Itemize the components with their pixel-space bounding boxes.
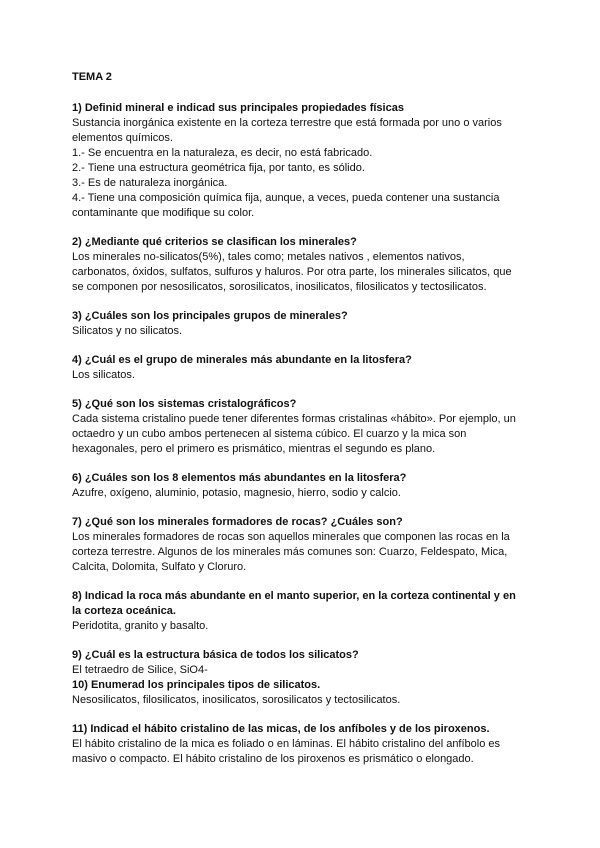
answer-2-line-2: carbonatos, óxidos, sulfatos, sulfuros y haluros. Por otra parte, los minerales silicatos, que xyxy=(72,266,512,278)
section-8 xyxy=(72,589,532,634)
section-6 xyxy=(72,471,532,501)
question-8: 8) Indicad la roca más abundante en el manto superior, en la corteza continental y en xyxy=(72,590,516,602)
question-1: 1) Definid mineral e indicad sus principales propiedades físicas xyxy=(72,102,404,114)
answer-7-line-3: Calcita, Dolomita, Sulfato y Cloruro. xyxy=(72,561,247,573)
question-6: 6) ¿Cuáles son los 8 elementos más abundantes en la litosfera? xyxy=(72,472,407,484)
question-5: 5) ¿Qué son los sistemas cristalográficos? xyxy=(72,398,297,410)
answer-5-line-3: hexagonales, pero el primero es prismático, mientras el segundo es plano. xyxy=(72,443,436,455)
answer-11-line-2: masivo o compacto. El hábito cristalino de los piroxenos es prismático o elongado. xyxy=(72,753,474,765)
answer-1-line-4: 2.- Tiene una estructura geométrica fija, por tanto, es sólido. xyxy=(72,162,365,174)
answer-1-line-1: Sustancia inorgánica existente en la corteza terrestre que está formada por uno o varios xyxy=(72,117,502,129)
question-11: 11) Indicad el hábito cristalino de las micas, de los anfíboles y de los piroxenos. xyxy=(72,723,490,735)
answer-1-line-7: contaminante que modifique su color. xyxy=(72,207,255,219)
section-1 xyxy=(72,101,532,221)
answer-1-line-6: 4.- Tiene una composición química fija, aunque, a veces, pueda contener una sustancia xyxy=(72,192,500,204)
answer-2-line-1: Los minerales no-silicatos(5%), tales como; metales nativos , elementos nativos, xyxy=(72,251,465,263)
answer-1-line-5: 3.- Es de naturaleza inorgánica. xyxy=(72,177,228,189)
answer-1-line-2: elementos químicos. xyxy=(72,132,173,144)
question-2: 2) ¿Mediante qué criterios se clasifican los minerales? xyxy=(72,236,357,248)
question-3: 3) ¿Cuáles son los principales grupos de minerales? xyxy=(72,310,348,322)
answer-3-line-1: Silicatos y no silicatos. xyxy=(72,325,183,337)
answer-7-line-1: Los minerales formadores de rocas son aquellos minerales que componen las rocas en la xyxy=(72,531,510,543)
answer-9-line-1: El tetraedro de Silice, SiO4- xyxy=(72,664,208,676)
answer-1-line-3: 1.- Se encuentra en la naturaleza, es decir, no está fabricado. xyxy=(72,147,373,159)
answer-4-line-1: Los silicatos. xyxy=(72,369,135,381)
question-7: 7) ¿Qué son los minerales formadores de rocas? ¿Cuáles son? xyxy=(72,516,403,528)
section-10 xyxy=(72,678,532,708)
section-4 xyxy=(72,353,532,383)
answer-7-line-2: corteza terrestre. Algunos de los minerales más comunes son: Cuarzo, Feldespato, Mica, xyxy=(72,546,508,558)
answer-6-line-1: Azufre, oxígeno, aluminio, potasio, magnesio, hierro, sodio y calcio. xyxy=(72,487,401,499)
answer-2-line-3: se componen por nesosilicatos, sorosilicatos, inosilicatos, filosilicatos y tectosilicatos. xyxy=(72,281,487,293)
question-8-continued: la corteza oceánica. xyxy=(72,605,176,617)
section-11 xyxy=(72,722,532,767)
answer-8-line-1: Peridotita, granito y basalto. xyxy=(72,620,209,632)
section-3 xyxy=(72,309,532,339)
document-title: TEMA 2 xyxy=(72,71,112,83)
answer-11-line-1: El hábito cristalino de la mica es foliado o en láminas. El hábito cristalino del anfíbolo es xyxy=(72,738,501,750)
section-5 xyxy=(72,397,532,457)
section-7 xyxy=(72,515,532,575)
question-9: 9) ¿Cuál es la estructura básica de todos los silicatos? xyxy=(72,649,359,661)
document-content xyxy=(72,70,532,781)
question-10: 10) Enumerad los principales tipos de silicatos. xyxy=(72,679,321,691)
section-9 xyxy=(72,648,532,678)
answer-5-line-1: Cada sistema cristalino puede tener diferentes formas cristalinas «hábito». Por ejemplo, un xyxy=(72,413,516,425)
answer-10-line-1: Nesosilicatos, filosilicatos, inosilicatos, sorosilicatos y tectosilicatos. xyxy=(72,694,401,706)
question-4: 4) ¿Cuál es el grupo de minerales más abundante en la litosfera? xyxy=(72,354,412,366)
section-2 xyxy=(72,235,532,295)
answer-5-line-2: octaedro y un cubo ambos pertenecen al sistema cúbico. El cuarzo y la mica son xyxy=(72,428,467,440)
